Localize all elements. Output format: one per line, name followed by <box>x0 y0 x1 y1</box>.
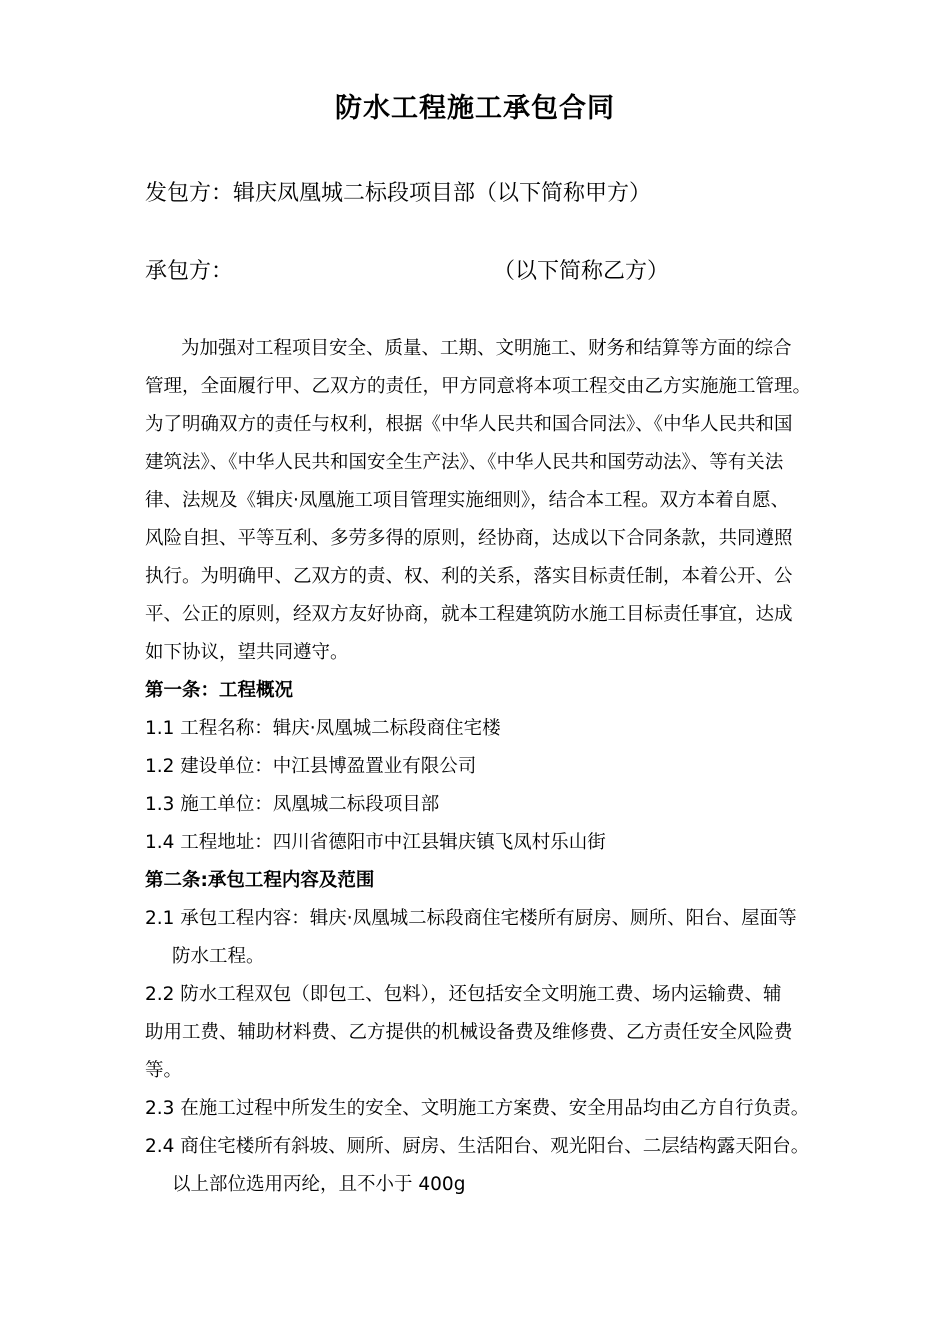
article-1-item: 1.2 建设单位：中江县博盈置业有限公司 <box>145 756 477 777</box>
intro-line: 风险自担、平等互利、多劳多得的原则，经协商，达成以下合同条款，共同遵照 <box>145 528 793 549</box>
item-2-2-continuation: 等。 <box>145 1060 183 1081</box>
party-a-label: 发包方： <box>145 181 234 206</box>
party-a-value: 辑庆凤凰城二标段项目部（以下简称甲方） <box>233 181 652 206</box>
intro-line: 平、公正的原则，经双方友好协商，就本工程建筑防水施工目标责任事宜，达成 <box>145 604 793 625</box>
party-b-line <box>145 254 670 285</box>
article-1-heading: 第一条：工程概况 <box>145 680 294 701</box>
item-2-4: 2.4 商住宅楼所有斜坡、厕所、厨房、生活阳台、观光阳台、二层结构露天阳台。 <box>145 1136 810 1157</box>
item-2-3: 2.3 在施工过程中所发生的安全、文明施工方案费、安全用品均由乙方自行负责。 <box>145 1098 810 1119</box>
item-2-1: 2.1 承包工程内容：辑庆·凤凰城二标段商住宅楼所有厨房、厕所、阳台、屋面等 <box>145 908 797 929</box>
item-2-2: 2.2 防水工程双包（即包工、包料），还包括安全文明施工费、场内运输费、辅 <box>145 984 782 1005</box>
intro-line: 为加强对工程项目安全、质量、工期、文明施工、财务和结算等方面的综合 <box>181 338 792 359</box>
contract-body <box>145 330 825 1204</box>
document-title: 防水工程施工承包合同 <box>335 93 615 124</box>
item-2-4-continuation: 以上部位选用丙纶，且不小于 400g <box>172 1174 466 1195</box>
article-2-heading: 第二条:承包工程内容及范围 <box>145 870 375 891</box>
item-2-2-continuation: 助用工费、辅助材料费、乙方提供的机械设备费及维修费、乙方责任安全风险费 <box>145 1022 793 1043</box>
party-a-line <box>145 176 651 207</box>
intro-line: 建筑法》、《中华人民共和国安全生产法》、《中华人民共和国劳动法》、等有关法 <box>145 452 784 473</box>
article-1-item: 1.3 施工单位：凤凰城二标段项目部 <box>145 794 440 815</box>
party-b-suffix: （以下简称乙方） <box>493 259 670 284</box>
item-2-1-continuation: 防水工程。 <box>172 946 265 967</box>
intro-line: 执行。为明确甲、乙双方的责、权、利的关系，落实目标责任制，本着公开、公 <box>145 566 793 587</box>
article-1-item: 1.1 工程名称：辑庆·凤凰城二标段商住宅楼 <box>145 718 501 739</box>
intro-line: 如下协议，望共同遵守。 <box>145 642 349 663</box>
intro-line: 律、法规及《辑庆·凤凰施工项目管理实施细则》，结合本工程。双方本着自愿、 <box>145 490 790 511</box>
intro-line: 管理，全面履行甲、乙双方的责任，甲方同意将本项工程交由乙方实施施工管理。 <box>145 376 812 397</box>
party-b-label: 承包方： <box>145 259 234 284</box>
article-1-item: 1.4 工程地址：四川省德阳市中江县辑庆镇飞凤村乐山街 <box>145 832 606 853</box>
intro-line: 为了明确双方的责任与权利，根据《中华人民共和国合同法》、《中华人民共和国 <box>145 414 793 435</box>
